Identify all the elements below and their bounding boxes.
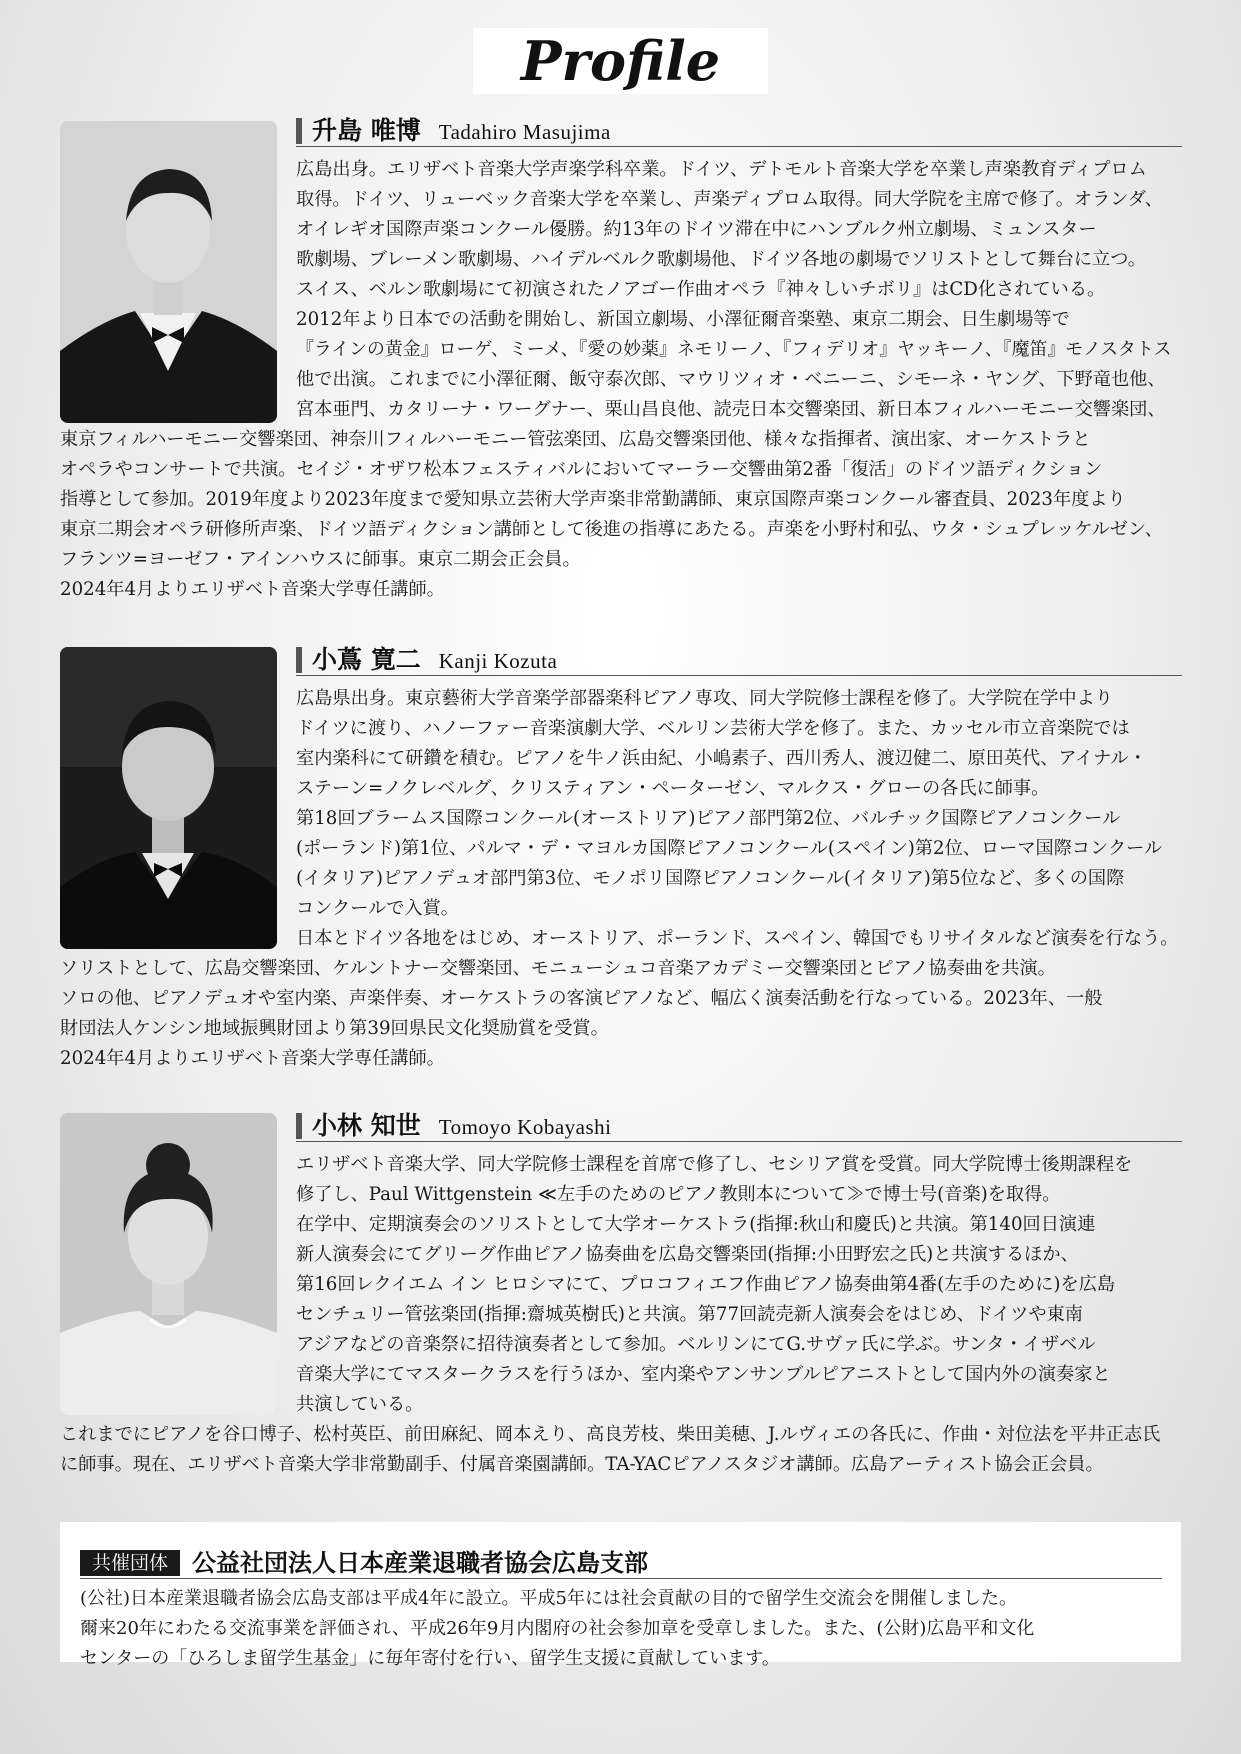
- organization-name: 公益社団法人日本産業退職者協会広島支部: [192, 1548, 649, 1577]
- bio-line: 他で出演。これまでに小澤征爾、飯守泰次郎、マウリツィオ・ベニーニ、シモーネ・ヤング、下野竜也他、: [296, 369, 1166, 390]
- bio-line: フランツ=ヨーゼフ・アインハウスに師事。東京二期会正会員。: [60, 549, 581, 570]
- bio-line: 室内楽科にて研鑽を積む。ピアノを牛ノ浜由紀、小嶋素子、西川秀人、渡辺健二、原田英代、アイナル・: [296, 748, 1147, 769]
- name-english: Tadahiro Masujima: [438, 120, 611, 144]
- organization-line: 爾来20年にわたる交流事業を評価され、平成26年9月内閣府の社会参加章を受章しました。また、(公財)広島平和文化: [80, 1618, 1035, 1639]
- bio-kozuta: [60, 684, 1182, 1074]
- bio-line: 修了し、Paul Wittgenstein ≪左手のためのピアノ教則本について≫で博士号(音楽)を取得。: [296, 1184, 1061, 1205]
- bio-line: オイレギオ国際声楽コンクール優勝。約13年のドイツ滞在中にハンブルク州立劇場、ミュンスター: [296, 219, 1097, 240]
- name-header-masujima: [296, 116, 1182, 147]
- name-japanese: 小蔦 寛二: [312, 645, 421, 674]
- bio-line: 新人演奏会にてグリーグ作曲ピアノ協奏曲を広島交響楽団(指揮:小田野宏之氏)と共演するほか、: [296, 1244, 1079, 1265]
- bio-line: 財団法人ケンシン地域振興財団より第39回県民文化奨励賞を受賞。: [60, 1018, 609, 1039]
- bio-line: 宮本亜門、カタリーナ・ワーグナー、栗山昌良他、読売日本交響楽団、新日本フィルハーモニー交響楽団、: [296, 399, 1166, 420]
- bio-line: 共演している。: [296, 1394, 424, 1415]
- bio-line: 日本とドイツ各地をはじめ、オーストリア、ポーランド、スペイン、韓国でもリサイタルなど演奏を行なう。: [296, 928, 1179, 949]
- bio-line: 『ラインの黄金』ローゲ、ミーメ、『愛の妙薬』ネモリーノ、『フィデリオ』ヤッキーノ、『魔笛』モノスタトス: [296, 339, 1172, 360]
- bio-line: ステーン=ノクレベルグ、クリスティアン・ペーターゼン、マルクス・グローの各氏に師事。: [296, 778, 1050, 799]
- bio-line: 第16回レクイエム イン ヒロシマにて、プロコフィエフ作曲ピアノ協奏曲第4番(左手のために)を広島: [296, 1274, 1116, 1295]
- bio-line: コンクールで入賞。: [296, 898, 459, 919]
- bio-masujima: [60, 155, 1182, 605]
- bio-line: エリザベト音楽大学、同大学院修士課程を首席で修了し、セシリア賞を受賞。同大学院博士後期課程を: [296, 1154, 1133, 1175]
- name-header-kobayashi: [296, 1111, 1182, 1142]
- co-host-organization-box: [60, 1522, 1181, 1669]
- bio-line: (ポーランド)第1位、パルマ・デ・マヨルカ国際ピアノコンクール(スペイン)第2位、ローマ国際コンクール: [296, 838, 1163, 859]
- bio-line: 音楽大学にてマスタークラスを行うほか、室内楽やアンサンブルピアニストとして国内外の演奏家と: [296, 1364, 1111, 1385]
- bio-line: (イタリア)ピアノデュオ部門第3位、モノポリ国際ピアノコンクール(イタリア)第5位など、多くの国際: [296, 868, 1125, 889]
- name-marker: [296, 1113, 302, 1139]
- bio-line: 取得。ドイツ、リューベック音楽大学を卒業し、声楽ディプロム取得。同大学院を主席で修了。オランダ、: [296, 189, 1163, 210]
- bio-line: 歌劇場、ブレーメン歌劇場、ハイデルベルク歌劇場他、ドイツ各地の劇場でソリストとして舞台に立つ。: [296, 249, 1146, 270]
- bio-line: オペラやコンサートで共演。セイジ・オザワ松本フェスティバルにおいてマーラー交響曲第2番「復活」のドイツ語ディクション: [60, 459, 1103, 480]
- organization-line: (公社)日本産業退職者協会広島支部は平成4年に設立。平成5年には社会貢献の目的で留学生交流会を開催しました。: [80, 1588, 1017, 1609]
- bio-line: 東京二期会オペラ研修所声楽、ドイツ語ディクション講師として後進の指導にあたる。声楽を小野村和弘、ウタ・シュプレッケルゼン、: [60, 519, 1163, 540]
- co-host-tag: 共催団体: [80, 1550, 180, 1576]
- organization-description: [80, 1584, 1162, 1674]
- bio-line: 2024年4月よりエリザベト音楽大学専任講師。: [60, 1048, 445, 1069]
- name-marker: [296, 118, 302, 144]
- bio-line: ソロの他、ピアノデュオや室内楽、声楽伴奏、オーケストラの客演ピアノなど、幅広く演奏活動を行なっている。2023年、一般: [60, 988, 1103, 1009]
- bio-line: 指導として参加。2019年度より2023年度まで愛知県立芸術大学声楽非常勤講師、東京国際声楽コンクール審査員、2023年度より: [60, 489, 1126, 510]
- bio-line: センチュリー管弦楽団(指揮:齋城英樹氏)と共演。第77回読売新人演奏会をはじめ、ドイツや東南: [296, 1304, 1083, 1325]
- title-banner: [473, 28, 768, 94]
- page-title: Profile: [520, 29, 721, 93]
- organization-header: [80, 1548, 1162, 1579]
- bio-line: 第18回ブラームス国際コンクール(オーストリア)ピアノ部門第2位、バルチック国際ピアノコンクール: [296, 808, 1121, 829]
- bio-line: 広島出身。エリザベト音楽大学声楽学科卒業。ドイツ、デトモルト音楽大学を卒業し声楽教育ディプロム: [296, 159, 1147, 180]
- bio-line: ソリストとして、広島交響楽団、ケルントナー交響楽団、モニューシュコ音楽アカデミー交響楽団とピアノ協奏曲を共演。: [60, 958, 1056, 979]
- bio-line: に師事。現在、エリザベト音楽大学非常勤副手、付属音楽園講師。TA-YACピアノスタジオ講師。広島アーティスト協会正会員。: [60, 1454, 1104, 1475]
- bio-line: 広島県出身。東京藝術大学音楽学部器楽科ピアノ専攻、同大学院修士課程を修了。大学院在学中より: [296, 688, 1113, 709]
- name-japanese: 升島 唯博: [312, 116, 421, 145]
- organization-line: センターの「ひろしま留学生基金」に毎年寄付を行い、留学生支援に貢献しています。: [80, 1648, 780, 1669]
- bio-line: スイス、ベルン歌劇場にて初演されたノアゴー作曲オペラ『神々しいチボリ』はCD化されている。: [296, 279, 1106, 300]
- bio-line: ドイツに渡り、ハノーファー音楽演劇大学、ベルリン芸術大学を修了。また、カッセル市立音楽院では: [296, 718, 1130, 739]
- bio-kobayashi: [60, 1150, 1182, 1480]
- bio-line: これまでにピアノを谷口博子、松村英臣、前田麻紀、岡本えり、高良芳枝、柴田美穂、J.ルヴィエの各氏に、作曲・対位法を平井正志氏: [60, 1424, 1161, 1445]
- name-header-kozuta: [296, 645, 1182, 676]
- bio-line: 2024年4月よりエリザベト音楽大学専任講師。: [60, 579, 445, 600]
- name-english: Kanji Kozuta: [438, 649, 558, 673]
- bio-line: 在学中、定期演奏会のソリストとして大学オーケストラ(指揮:秋山和慶氏)と共演。第140回日演連: [296, 1214, 1096, 1235]
- bio-line: アジアなどの音楽祭に招待演奏者として参加。ベルリンにてG.サヴァ氏に学ぶ。サンタ・イザベル: [296, 1334, 1096, 1355]
- bio-line: 2012年より日本での活動を開始し、新国立劇場、小澤征爾音楽塾、東京二期会、日生劇場等で: [296, 309, 1070, 330]
- bio-line: 東京フィルハーモニー交響楽団、神奈川フィルハーモニー管弦楽団、広島交響楽団他、様々な指揮者、演出家、オーケストラと: [60, 429, 1091, 450]
- name-english: Tomoyo Kobayashi: [438, 1115, 612, 1139]
- name-japanese: 小林 知世: [312, 1111, 421, 1140]
- name-marker: [296, 647, 302, 673]
